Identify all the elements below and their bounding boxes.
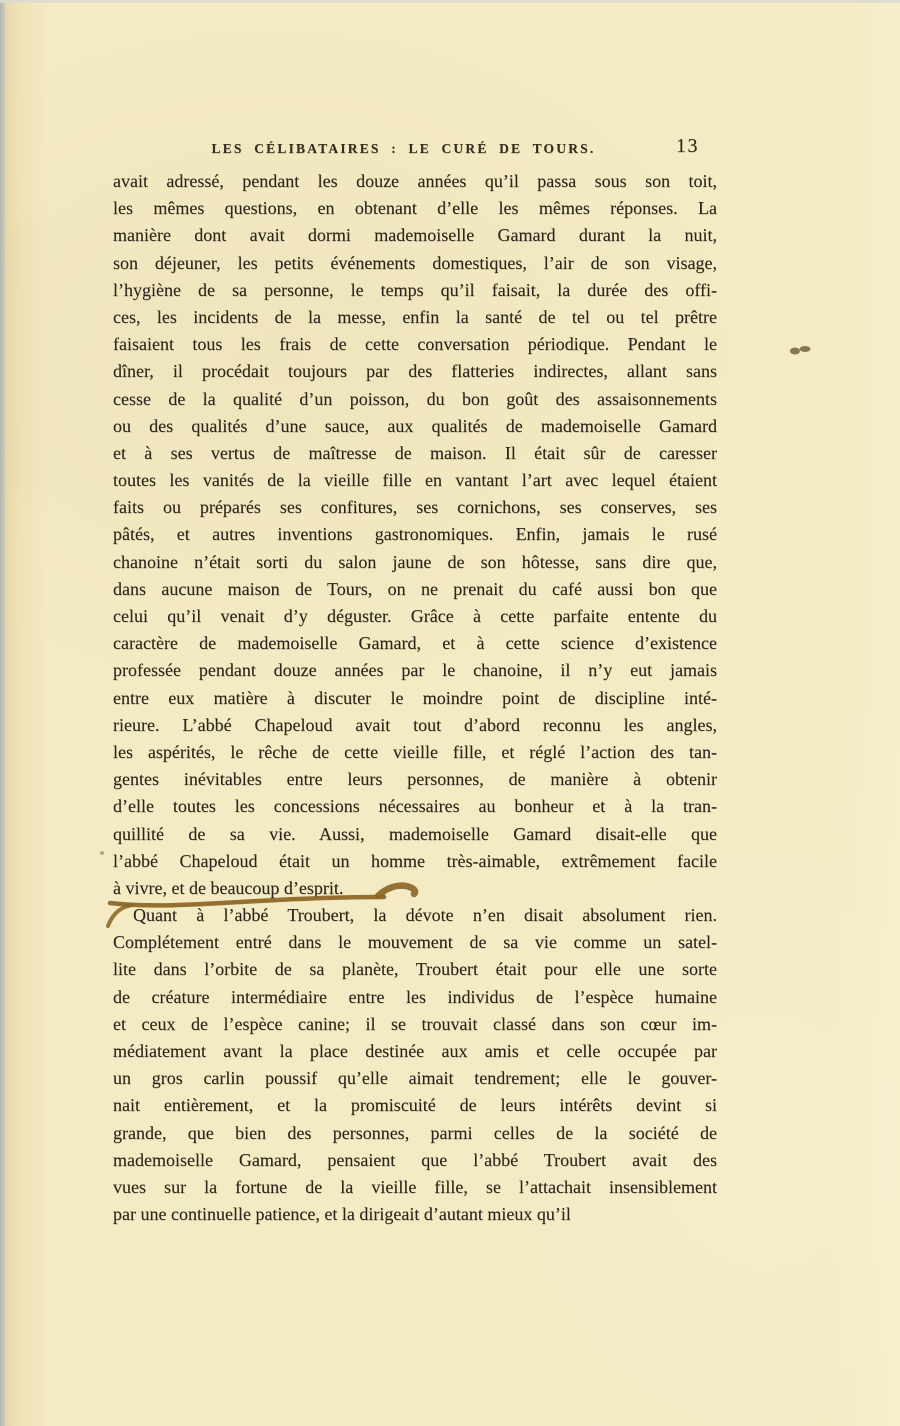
text-line: ces, les incidents de la messe, enfin la santé de tel ou tel prêtre	[113, 306, 717, 327]
text-line: lite dans l’orbite de sa planète, Troubert était pour elle une sorte	[113, 959, 717, 980]
text-line: les mêmes questions, en obtenant d’elle les mêmes réponses. La	[113, 198, 717, 219]
page-header	[113, 135, 717, 165]
page-left-edge	[0, 0, 5, 1426]
text-line: l’hygiène de sa personne, le temps qu’il faisait, la durée des offi-	[113, 279, 717, 300]
text-line: entre eux matière à discuter le moindre point de discipline inté-	[113, 687, 717, 708]
text-line: les aspérités, le rêche de cette vieille fille, et réglé l’action des tan-	[113, 741, 717, 762]
text-line: mademoiselle Gamard, pensaient que l’abbé Troubert avait des	[113, 1149, 717, 1170]
text-line: faits ou préparés ses confitures, ses cornichons, ses conserves, ses	[113, 497, 717, 518]
text-line: manière dont avait dormi mademoiselle Gamard durant la nuit,	[113, 225, 717, 246]
text-line: vues sur la fortune de la vieille fille, se l’attachait insensiblement	[113, 1176, 717, 1197]
text-line: toutes les vanités de la vieille fille en vantant l’art avec lequel étaient	[113, 470, 717, 491]
text-line: et ceux de l’espèce canine; il se trouvait classé dans son cœur im-	[113, 1013, 717, 1034]
text-line: quillité de sa vie. Aussi, mademoiselle Gamard disait-elle que	[113, 823, 717, 844]
text-body	[113, 168, 717, 1228]
text-line: cesse de la qualité d’un poisson, du bon goût des assaisonnements	[113, 388, 717, 409]
text-line: l’abbé Chapeloud était un homme très-aimable, extrêmement facile	[113, 850, 717, 871]
text-line: Complétement entré dans le mouvement de sa vie comme un satel-	[113, 932, 717, 953]
margin-dot	[100, 851, 104, 855]
text-line: de créature intermédiaire entre les individus de l’espèce humaine	[113, 986, 717, 1007]
text-line: avait adressé, pendant les douze années qu’il passa sous son toit,	[113, 171, 717, 191]
text-line: nait entièrement, et la promiscuité de leurs intérêts devint si	[113, 1095, 717, 1116]
text-line: médiatement avant la place destinée aux amis et celle occupée par	[113, 1041, 717, 1061]
text-line: un gros carlin poussif qu’elle aimait tendrement; elle le gouver-	[113, 1068, 717, 1089]
page-number: 13	[676, 135, 699, 157]
ink-speck	[790, 346, 811, 355]
text-line: pâtés, et autres inventions gastronomiques. Enfin, jamais le rusé	[113, 524, 717, 545]
text-line: grande, que bien des personnes, parmi celles de la société de	[113, 1122, 717, 1143]
text-line: celui qu’il venait d’y déguster. Grâce à cette parfaite entente du	[113, 606, 717, 626]
text-line: et à ses vertus de maîtresse de maison. Il était sûr de caresser	[113, 442, 717, 463]
text-line: Quant à l’abbé Troubert, la dévote n’en disait absolument rien.	[133, 905, 717, 926]
text-line: dîner, il procédait toujours par des flatteries indirectes, allant sans	[113, 361, 717, 382]
text-line: faisaient tous les frais de cette conversation périodique. Pendant le	[113, 334, 717, 355]
text-line: par une continuelle patience, et la dirigeait d’autant mieux qu’il	[113, 1204, 571, 1225]
text-line: dans aucune maison de Tours, on ne prenait du café aussi bon que	[113, 578, 717, 599]
text-line: rieure. L’abbé Chapeloud avait tout d’abord reconnu les angles,	[113, 714, 717, 735]
text-line: son déjeuner, les petits événements domestiques, l’air de son visage,	[113, 252, 717, 273]
running-title: LES CÉLIBATAIRES : LE CURÉ DE TOURS.	[211, 141, 596, 156]
paragraph	[113, 902, 717, 1228]
page-top-edge	[0, 0, 900, 3]
text-line: chanoine n’était sorti du salon jaune de son hôtesse, sans dire que,	[113, 551, 717, 572]
text-line: d’elle toutes les concessions nécessaires au bonheur et à la tran-	[113, 796, 717, 817]
text-line: à vivre, et de beaucoup d’esprit.	[113, 877, 344, 898]
paragraph	[113, 168, 717, 902]
text-line: professée pendant douze années par le chanoine, il n’y eut jamais	[113, 660, 717, 681]
text-line: ou des qualités d’une sauce, aux qualités de mademoiselle Gamard	[113, 415, 717, 436]
text-line: caractère de mademoiselle Gamard, et à cette science d’existence	[113, 633, 717, 654]
text-line: gentes inévitables entre leurs personnes, de manière à obtenir	[113, 769, 717, 790]
